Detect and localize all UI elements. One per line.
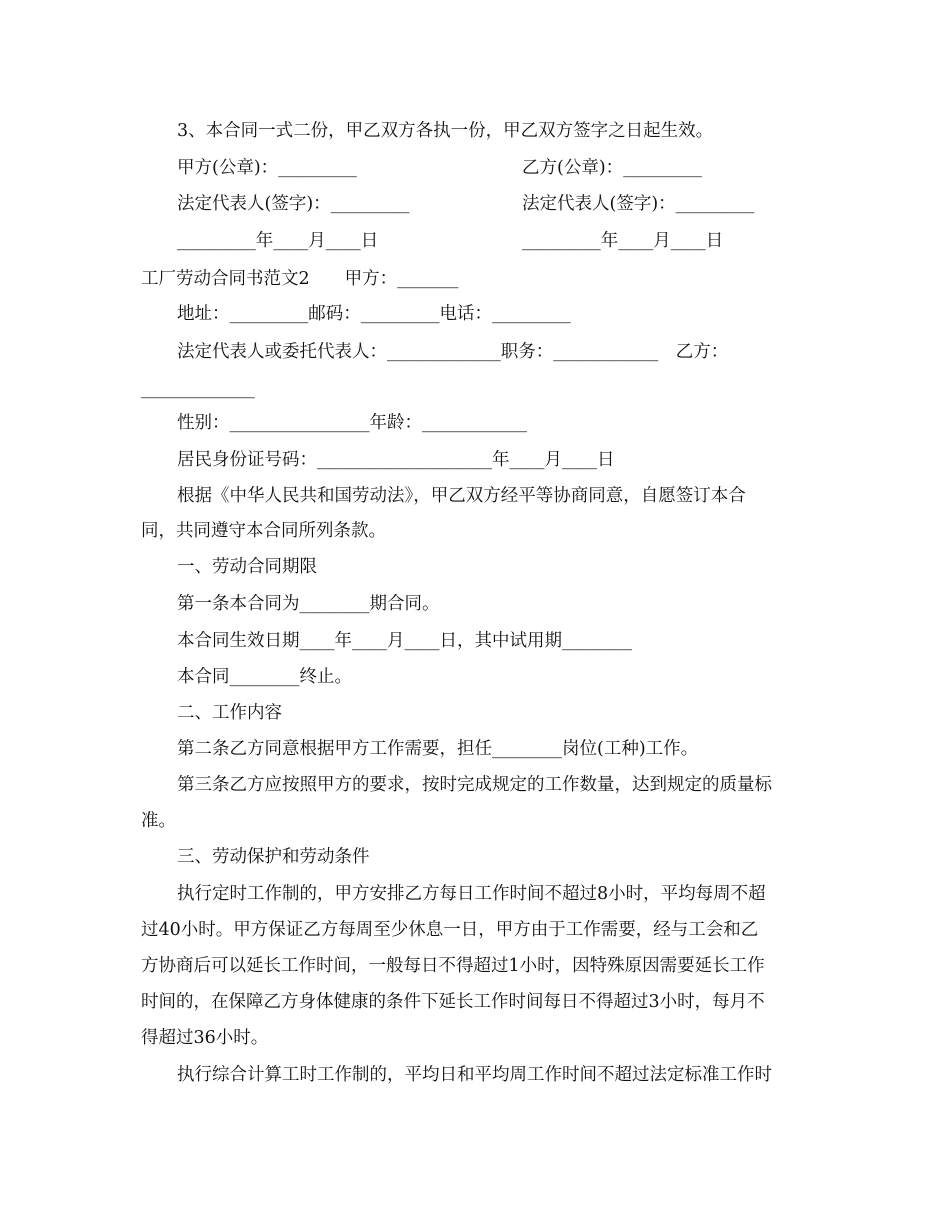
working-hours-paragraph-5: 得超过36小时。 <box>141 1028 269 1048</box>
termination-line: 本合同________终止。 <box>177 667 352 687</box>
document-title-line: 工厂劳动合同书范文2 甲方：_______ <box>141 269 459 289</box>
address-line: 地址：_________邮码：_________电话：_________ <box>177 304 571 324</box>
party-b-rep-signature: 法定代表人(签字)：_________ <box>522 194 755 214</box>
clause-3: 3、本合同一式二份，甲乙双方各执一份，甲乙双方签字之日起生效。 <box>177 121 714 141</box>
article-3: 第三条乙方应按照甲方的要求，按时完成规定的工作数量，达到规定的质量标 <box>177 775 772 795</box>
comprehensive-hours-paragraph: 执行综合计算工时工作制的，平均日和平均周工作时间不超过法定标准工作时 <box>177 1065 772 1085</box>
section-1-title: 一、劳动合同期限 <box>177 557 317 577</box>
working-hours-paragraph: 执行定时工作制的，甲方安排乙方每日工作时间不超过8小时，平均每周不超 <box>177 884 766 904</box>
representative-line: 法定代表人或委托代表人：_____________职务：____________ 乙方： <box>177 342 729 362</box>
party-a-seal: 甲方(公章)：_________ <box>177 158 357 178</box>
effective-date-line: 本合同生效日期____年____月____日，其中试用期________ <box>177 631 632 651</box>
basis-paragraph: 根据《中华人民共和国劳动法》，甲乙双方经平等协商同意，自愿签订本合 <box>177 486 746 506</box>
working-hours-paragraph-4: 时间的，在保障乙方身体健康的条件下延长工作时间每日不得超过3小时，每月不 <box>141 992 765 1012</box>
gender-age-line: 性别：________________年龄：____________ <box>177 413 527 433</box>
article-3-cont: 准。 <box>141 811 176 831</box>
section-2-title: 二、工作内容 <box>177 703 282 723</box>
working-hours-paragraph-3: 方协商后可以延长工作时间，一般每日不得超过1小时，因特殊原因需要延长工作 <box>141 956 765 976</box>
section-3-title: 三、劳动保护和劳动条件 <box>177 847 370 867</box>
article-2: 第二条乙方同意根据甲方工作需要，担任________岗位(工种)工作。 <box>177 739 699 759</box>
basis-paragraph-cont: 同，共同遵守本合同所列条款。 <box>141 521 386 541</box>
party-b-seal: 乙方(公章)：_________ <box>522 158 702 178</box>
party-b-date: _________年____月____日 <box>522 231 724 251</box>
party-b-blank: _____________ <box>141 379 255 399</box>
article-1: 第一条本合同为________期合同。 <box>177 594 440 614</box>
id-number-line: 居民身份证号码：____________________年____月____日 <box>177 450 615 470</box>
party-a-rep-signature: 法定代表人(签字)：_________ <box>177 194 410 214</box>
party-a-date: _________年____月____日 <box>177 231 379 251</box>
working-hours-paragraph-2: 过40小时。甲方保证乙方每周至少休息一日，甲方由于工作需要，经与工会和乙 <box>141 920 759 940</box>
